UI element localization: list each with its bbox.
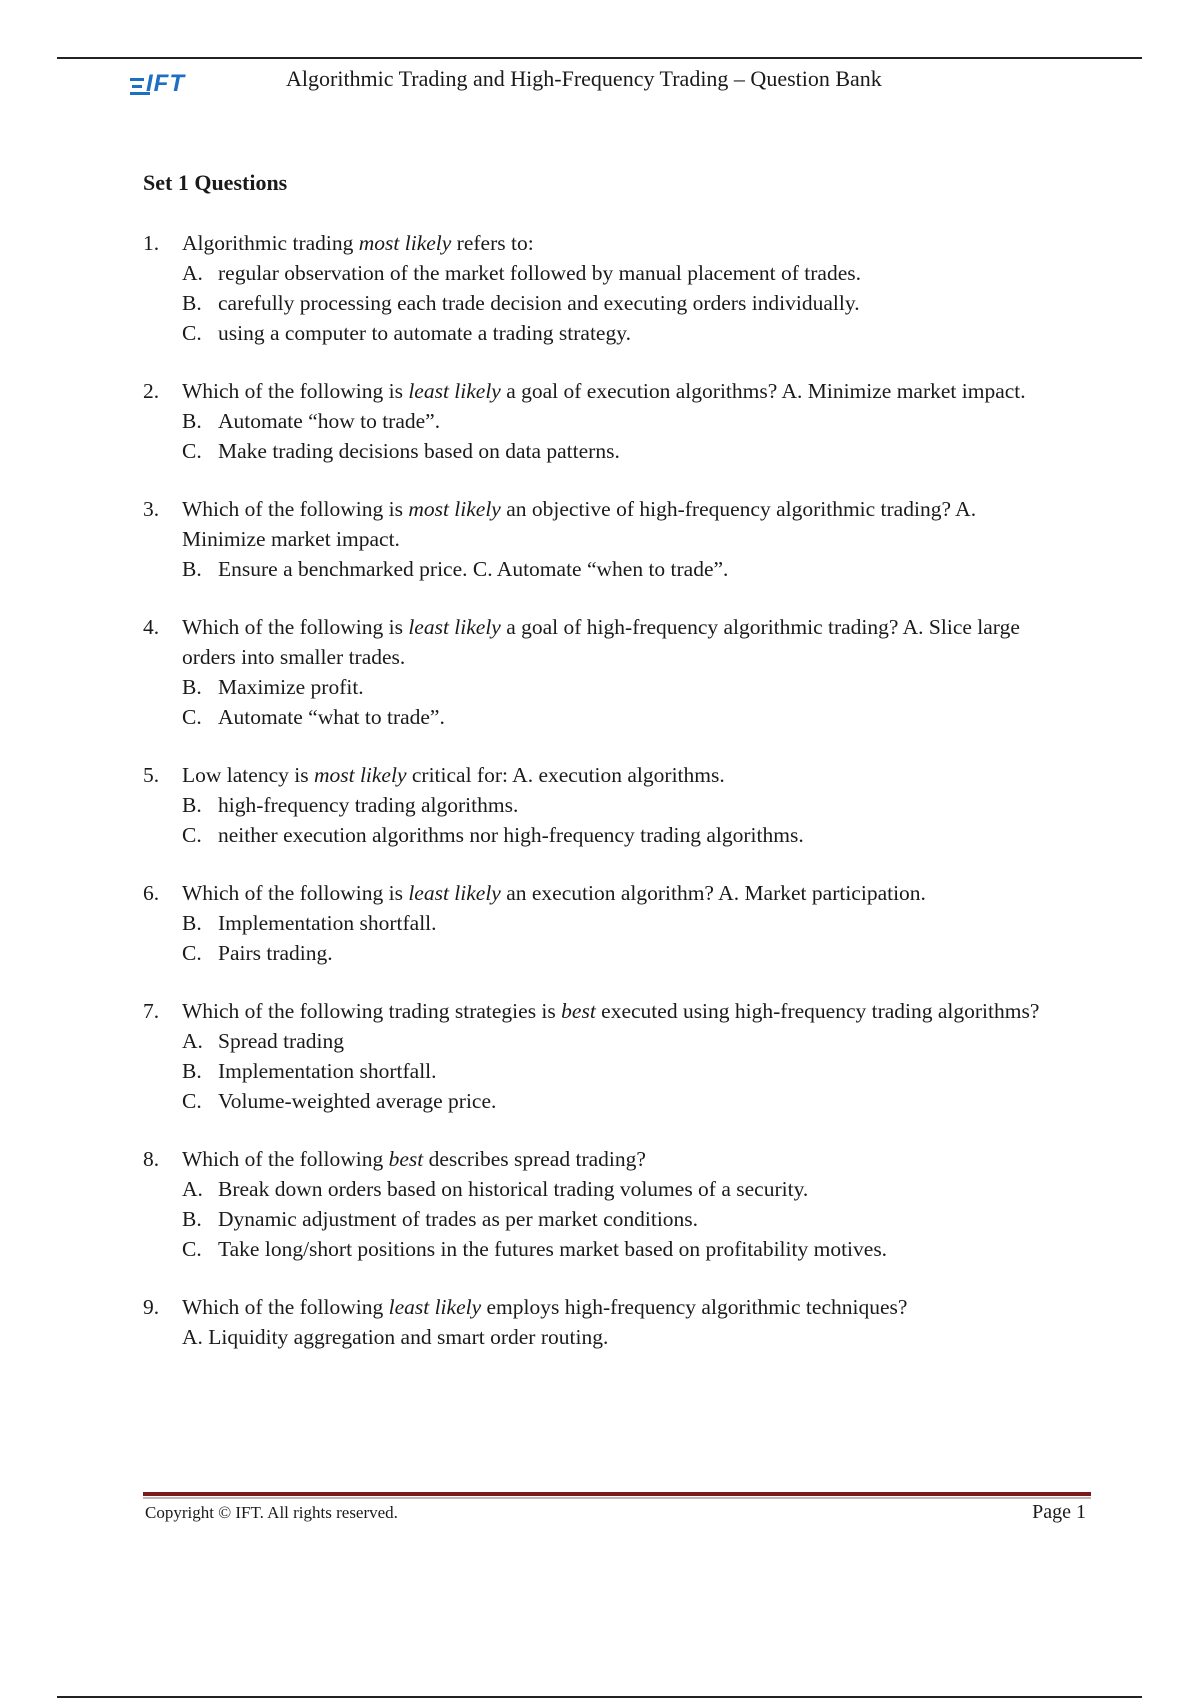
question-emphasis: most likely [358, 231, 452, 255]
question-text-part: a goal of high-frequency algorithmic trading? A. Slice large orders into smaller trades. [182, 615, 1020, 669]
question-item [143, 1144, 1043, 1264]
question-emphasis: least likely [408, 379, 501, 403]
question-text-part: Which of the following is [182, 615, 409, 639]
answer-option [182, 672, 1043, 702]
option-letter: C. [182, 321, 202, 345]
question-list [143, 228, 1043, 1380]
option-letter: B. [182, 911, 202, 935]
option-text: high-frequency trading algorithms. [218, 793, 519, 817]
answer-option [182, 1322, 1043, 1352]
question-item [143, 228, 1043, 348]
question-item [143, 494, 1043, 584]
option-text: regular observation of the market followed by manual placement of trades. [218, 261, 861, 285]
ift-logo [130, 72, 220, 98]
option-text: Spread trading [218, 1029, 344, 1053]
answer-option [182, 1204, 1043, 1234]
option-letter: B. [182, 1207, 202, 1231]
document-title: Algorithmic Trading and High-Frequency Trading – Question Bank [286, 66, 882, 91]
question-text-part: Which of the following is [182, 881, 409, 905]
question-emphasis: most likely [313, 763, 407, 787]
question-number: 3. [143, 497, 160, 521]
answer-option [182, 318, 1043, 348]
logo-bar [132, 85, 142, 88]
question-text-part: Which of the following [182, 1295, 389, 1319]
page-number: Page 1 [1032, 1501, 1086, 1523]
question-text-part: Which of the following trading strategies is [182, 999, 562, 1023]
option-letter: B. [182, 793, 202, 817]
question-item [143, 1292, 1043, 1352]
question-text [182, 612, 1043, 672]
question-text-part: Algorithmic trading [182, 231, 359, 255]
answer-option [182, 820, 1043, 850]
question-text-part: Which of the following is [182, 379, 409, 403]
option-letter: B. [182, 1059, 202, 1083]
option-letter: C. [182, 1089, 202, 1113]
option-letter: A. [182, 261, 203, 285]
option-letter: A. [182, 1029, 203, 1053]
question-number: 8. [143, 1147, 160, 1171]
option-letter: C. [182, 439, 202, 463]
option-text: Implementation shortfall. [218, 911, 437, 935]
answer-option [182, 702, 1043, 732]
question-text [182, 760, 1043, 790]
option-letter: C. [182, 823, 202, 847]
footer-rule [143, 1492, 1091, 1496]
question-text [182, 996, 1043, 1026]
option-text: Pairs trading. [218, 941, 333, 965]
question-item [143, 996, 1043, 1116]
answer-option [182, 554, 1043, 584]
option-text: Make trading decisions based on data patterns. [218, 439, 620, 463]
question-item [143, 612, 1043, 732]
option-letter: B. [182, 409, 202, 433]
option-letter: C. [182, 1237, 202, 1261]
question-text-part: executed using high-frequency trading algorithms? [595, 999, 1040, 1023]
question-text-part: describes spread trading? [423, 1147, 646, 1171]
option-text: A. Liquidity aggregation and smart order routing. [182, 1325, 609, 1349]
question-text-part: critical for: A. execution algorithms. [406, 763, 725, 787]
option-text: using a computer to automate a trading strategy. [218, 321, 631, 345]
option-text: Break down orders based on historical trading volumes of a security. [218, 1177, 809, 1201]
option-letter: C. [182, 941, 202, 965]
footer-rule-shadow [143, 1497, 1091, 1499]
question-emphasis: most likely [408, 497, 501, 521]
question-text-part: employs high-frequency algorithmic techniques? [481, 1295, 908, 1319]
question-text-part: an execution algorithm? A. Market participation. [500, 881, 926, 905]
question-text [182, 1292, 1043, 1322]
answer-option [182, 938, 1043, 968]
question-number: 1. [143, 231, 160, 255]
question-item [143, 760, 1043, 850]
option-letter: C. [182, 705, 202, 729]
question-text [182, 494, 1043, 554]
question-emphasis: least likely [408, 881, 501, 905]
answer-option [182, 1174, 1043, 1204]
question-item [143, 878, 1043, 968]
option-text: neither execution algorithms nor high-frequency trading algorithms. [218, 823, 804, 847]
page-header [130, 62, 1130, 102]
set-title: Set 1 Questions [143, 170, 288, 195]
question-text [182, 1144, 1043, 1174]
question-emphasis: best [561, 999, 596, 1023]
option-text: Automate “how to trade”. [218, 409, 441, 433]
question-text-part: Which of the following [182, 1147, 389, 1171]
answer-option [182, 406, 1043, 436]
option-letter: B. [182, 557, 202, 581]
option-text: Implementation shortfall. [218, 1059, 437, 1083]
option-text: carefully processing each trade decision and executing orders individually. [218, 291, 860, 315]
answer-option [182, 1026, 1043, 1056]
question-text [182, 878, 1043, 908]
question-emphasis: best [388, 1147, 424, 1171]
answer-option [182, 790, 1043, 820]
option-text: Maximize profit. [218, 675, 364, 699]
option-letter: A. [182, 1177, 203, 1201]
question-emphasis: least likely [388, 1295, 482, 1319]
question-text-part: Which of the following is [182, 497, 409, 521]
question-number: 2. [143, 379, 160, 403]
bottom-rule [57, 1696, 1142, 1698]
logo-bar [130, 78, 144, 81]
answer-option [182, 258, 1043, 288]
question-number: 9. [143, 1295, 160, 1319]
answer-option [182, 908, 1043, 938]
option-text: Volume-weighted average price. [218, 1089, 497, 1113]
answer-option [182, 1086, 1043, 1116]
question-number: 6. [143, 881, 160, 905]
question-text [182, 228, 1043, 258]
question-number: 7. [143, 999, 160, 1023]
option-text: Dynamic adjustment of trades as per market conditions. [218, 1207, 699, 1231]
answer-option [182, 1234, 1043, 1264]
question-text-part: refers to: [451, 231, 534, 255]
option-letter: B. [182, 675, 202, 699]
copyright-notice: Copyright © IFT. All rights reserved. [145, 1503, 398, 1522]
logo-text: IFT [146, 70, 185, 97]
answer-option [182, 288, 1043, 318]
question-text-part: Low latency is [182, 763, 314, 787]
option-text: Automate “what to trade”. [218, 705, 445, 729]
question-number: 4. [143, 615, 160, 639]
option-text: Take long/short positions in the futures market based on profitability motives. [218, 1237, 888, 1261]
question-text-part: a goal of execution algorithms? A. Minimize market impact. [500, 379, 1026, 403]
question-number: 5. [143, 763, 160, 787]
question-emphasis: least likely [408, 615, 501, 639]
top-rule [57, 57, 1142, 59]
answer-option [182, 1056, 1043, 1086]
question-text-part: an objective of high-frequency algorithmic trading? A. Minimize market impact. [182, 497, 977, 551]
question-item [143, 376, 1043, 466]
option-text: Ensure a benchmarked price. C. Automate “when to trade”. [218, 557, 729, 581]
option-letter: B. [182, 291, 202, 315]
answer-option [182, 436, 1043, 466]
question-text [182, 376, 1043, 406]
